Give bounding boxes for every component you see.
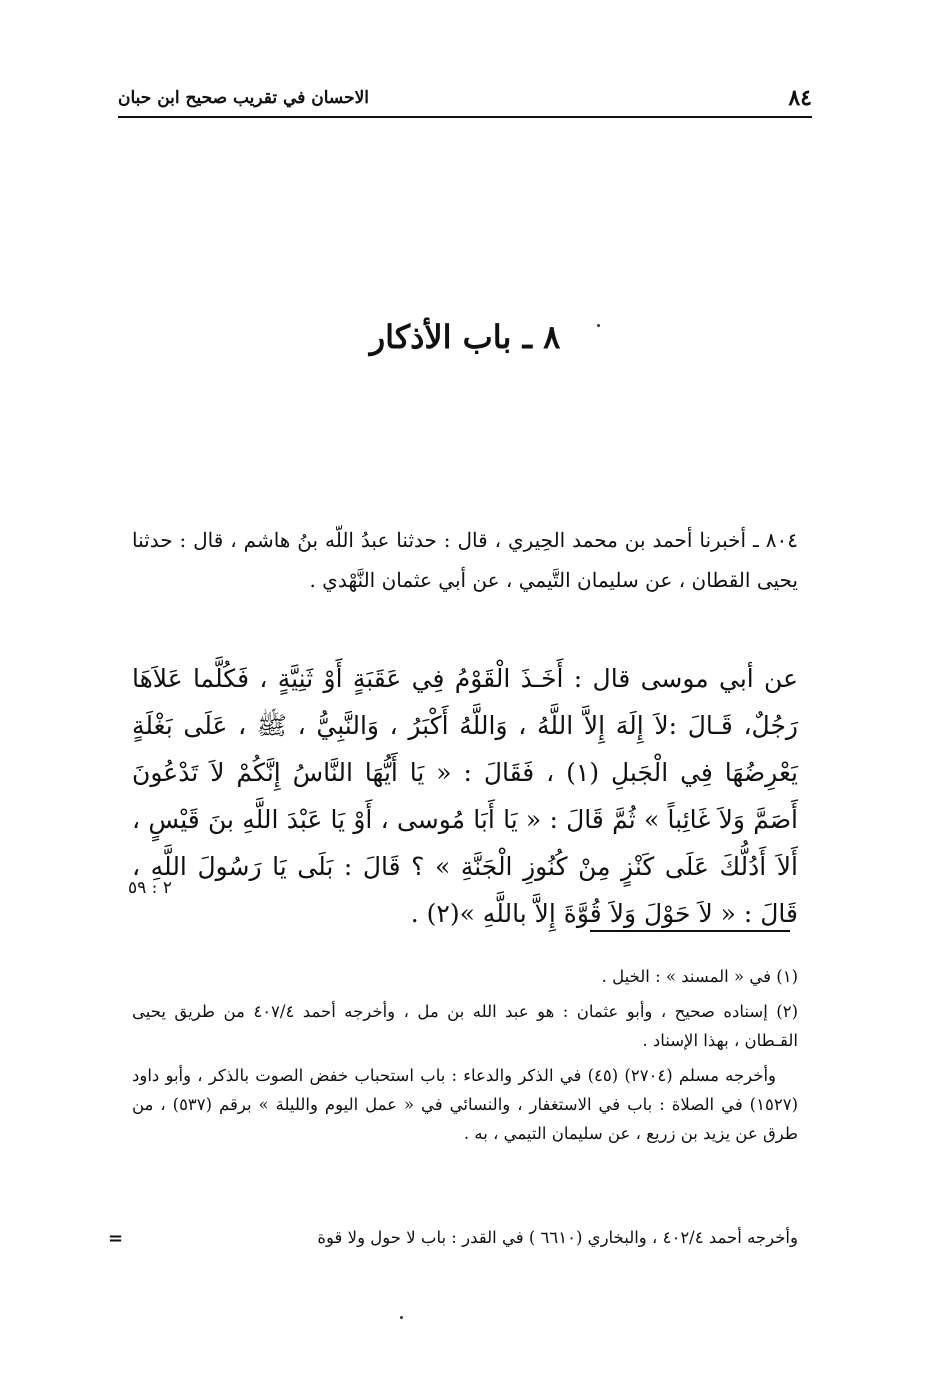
page-number: ٨٤ xyxy=(788,85,812,111)
header-rule xyxy=(118,116,812,118)
running-title: الاحسان في تقريب صحيح ابن حبان xyxy=(118,88,369,108)
footnote-2-continuation: وأخرجه مسلم (٢٧٠٤) (٤٥) في الذكر والدعاء : باب استحباب خفض الصوت بالذكر ، وأبو داود (١٥٢٧) في الصلاة : باب في الاستغفار ، والنسائي في « عمل اليوم والليلة » برقم (٥٣٧) ، من طرق عن يزيد بن زريع ، عن سليمان التيمي ، به . xyxy=(132,1066,798,1143)
footnotes xyxy=(132,962,798,1152)
chapter-title: ٨ ـ باب الأذكار xyxy=(369,318,561,356)
footnote-separator xyxy=(590,930,790,932)
stray-ink-mark xyxy=(400,1316,403,1319)
continuation-mark: = xyxy=(108,1228,124,1249)
page-header xyxy=(118,84,812,112)
footnote-2-continuation-end: وأخرجه أحمد ٤٠٢/٤ ، والبخاري (٦٦١٠ ) في القدر : باب لا حول ولا قوة xyxy=(317,1228,798,1247)
hadith-reference: ٢ : ٥٩ xyxy=(128,878,172,898)
hadith-matn: عن أبي موسى قال : أَخَـذَ الْقَوْمُ فِي عَقَبَةٍ أَوْ ثَنِيَّةٍ ، فَكُلَّما عَلاَهَا رَجُلٌ، قَـالَ :لاَ إِلَهَ إِلاَّ اللَّهُ ، وَاللَّهُ أَكْبَرُ ، وَالنَّبِيُّ ، ﷺ ، عَلَى بَغْلَةٍ يَعْرِضُهَا فِي الْجَبلِ (١) ، فَقَالَ : « يَا أَيُّهَا النَّاسُ إِنَّكُمْ لاَ تَدْعُونَ أَصَمَّ وَلاَ غَائِباً » ثُمَّ قَالَ : « يَا أَبَا مُوسى ، أَوْ يَا عَبْدَ اللَّهِ بنَ قَيْسٍ ، أَلاَ أَدُلُّكَ عَلَى كَنْزٍ مِنْ كُنُوزِ الْجَنَّةِ » ؟ قَالَ : بَلَى يَا رَسُولَ اللَّهِ ، قَالَ : « لاَ حَوْلَ وَلاَ قُوَّةَ إِلاَّ باللَّهِ »(٢) . xyxy=(132,664,798,928)
hadith-isnad: ٨٠٤ ـ أخبرنا أحمد بن محمد الحِيري ، قال : حدثنا عبدُ اللّه بنُ هاشم ، قال : حدثنا يحيى القطان ، عن سليمان التَّيمي ، عن أبي عثمان النَّهْدي . xyxy=(132,528,799,592)
footnote-2: (٢) إسناده صحيح ، وأبو عثمان : هو عبد الله بن مل ، وأخرجه أحمد ٤٠٧/٤ من طريق يحيى القـطان ، بهذا الإسناد . xyxy=(132,1002,798,1050)
footnote-1: (١) في « المسند » : الخيل . xyxy=(601,967,798,986)
footnote-last-line xyxy=(108,1228,798,1249)
